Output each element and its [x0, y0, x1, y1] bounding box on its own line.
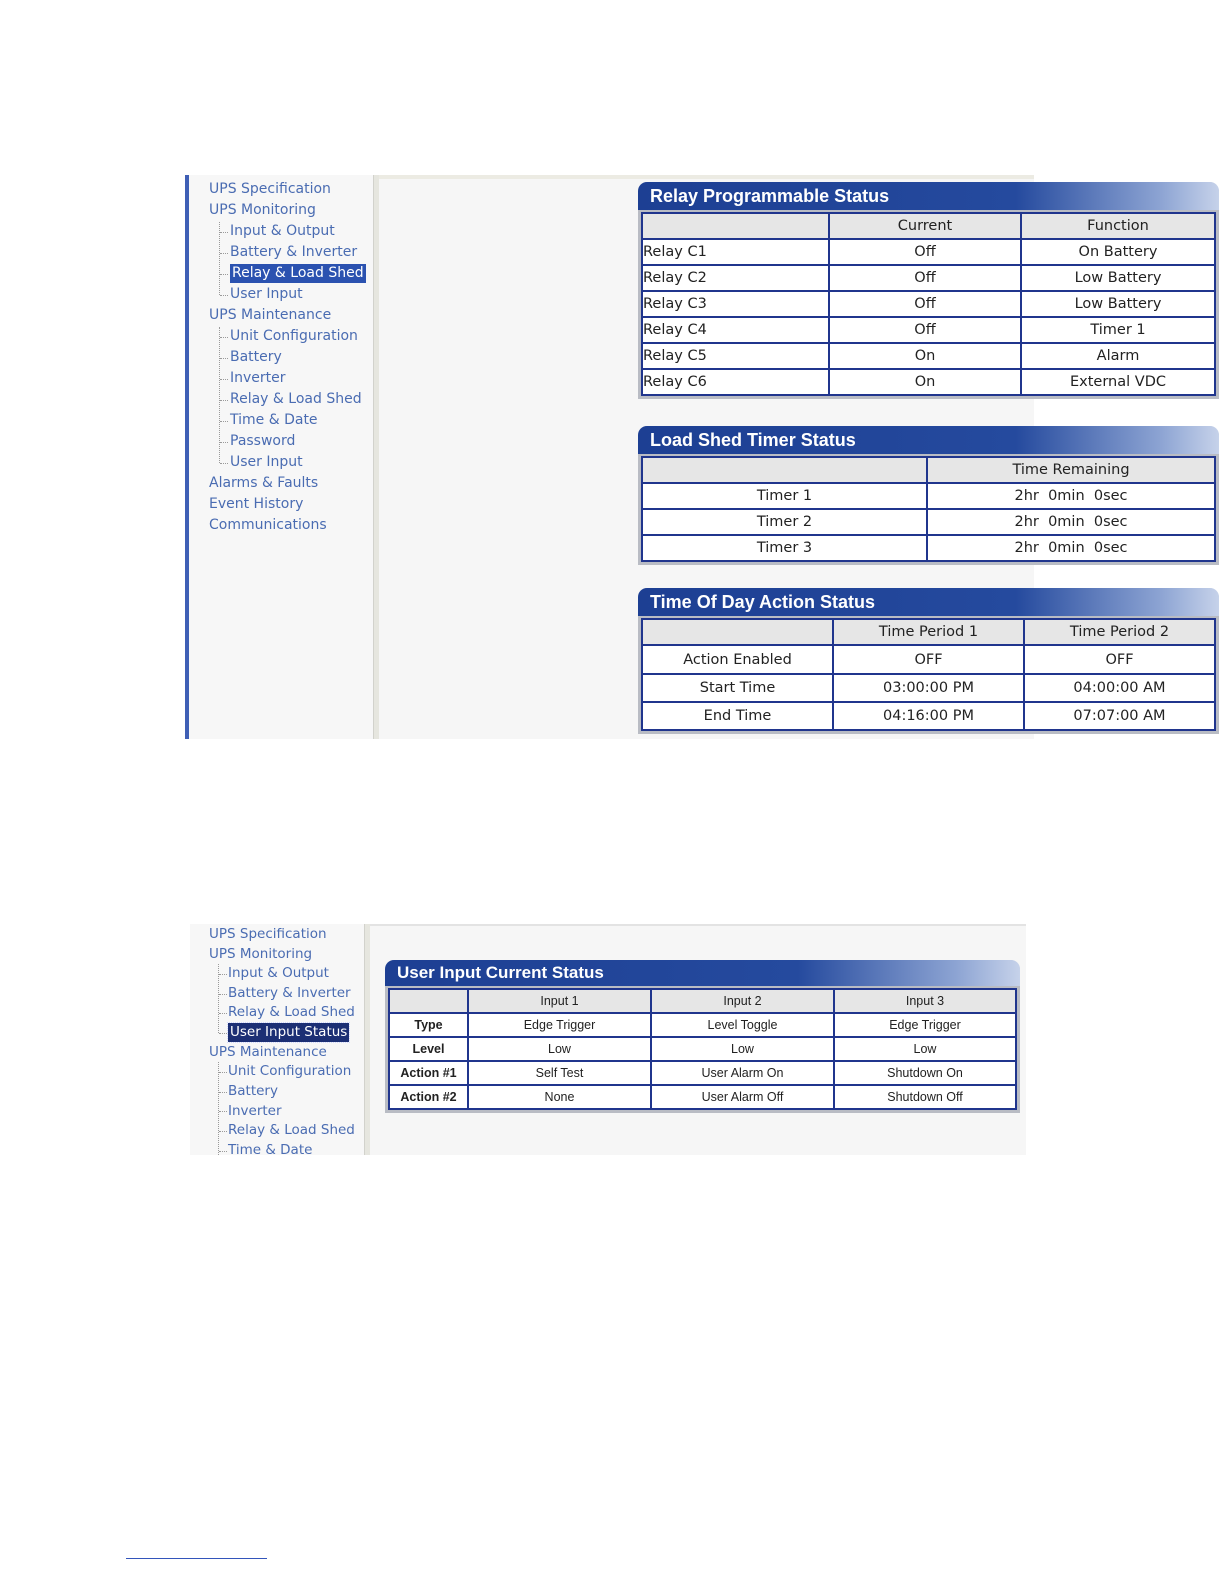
- user-input-current-status-panel: [385, 960, 1020, 1113]
- column-header-input-2: Input 2: [651, 990, 834, 1013]
- table-row: [643, 265, 1214, 291]
- nav-inverter[interactable]: Inverter: [230, 370, 286, 386]
- nav-ups-maintenance[interactable]: UPS Maintenance: [209, 1044, 327, 1060]
- table-row: [643, 702, 1214, 729]
- table-row: [643, 343, 1214, 369]
- period-2-value: 04:00:00 AM: [1024, 674, 1214, 702]
- nav-ups-monitoring[interactable]: UPS Monitoring: [209, 202, 316, 218]
- relay-function: Alarm: [1021, 343, 1214, 369]
- input-3-value: Shutdown Off: [834, 1085, 1015, 1108]
- nav-relay-load-shed-selected[interactable]: Relay & Load Shed: [232, 265, 364, 281]
- input-1-value: Low: [468, 1037, 651, 1061]
- table-row: [643, 291, 1214, 317]
- sidebar-nav: [185, 175, 377, 739]
- input-3-value: Edge Trigger: [834, 1013, 1015, 1037]
- nav-time-date[interactable]: Time & Date: [230, 412, 318, 428]
- relay-current: Off: [829, 317, 1021, 343]
- input-3-value: Shutdown On: [834, 1061, 1015, 1085]
- column-header-function: Function: [1021, 214, 1214, 239]
- column-header: [390, 990, 468, 1013]
- relay-name: Relay C4: [643, 317, 829, 343]
- column-header-period-2: Time Period 2: [1024, 620, 1214, 645]
- period-1-value: OFF: [833, 645, 1024, 674]
- timer-status-table: [643, 458, 1214, 560]
- nav-user-input-status-selected[interactable]: User Input Status: [230, 1024, 348, 1040]
- relay-current: Off: [829, 239, 1021, 265]
- relay-name: Relay C5: [643, 343, 829, 369]
- table-header-row: [643, 620, 1214, 645]
- row-label: Action Enabled: [643, 645, 833, 674]
- period-2-value: 07:07:00 AM: [1024, 702, 1214, 729]
- timer-remaining: 2hr 0min 0sec: [927, 509, 1214, 535]
- nav-event-history[interactable]: Event History: [209, 496, 304, 512]
- input-1-value: None: [468, 1085, 651, 1108]
- table-row: [643, 483, 1214, 509]
- row-label-level: Level: [390, 1037, 468, 1061]
- input-3-value: Low: [834, 1037, 1015, 1061]
- user-input-status-screenshot: [190, 924, 1026, 1158]
- table-row: [390, 1013, 1015, 1037]
- relay-programmable-status-panel: [638, 182, 1219, 399]
- relay-name: Relay C1: [643, 239, 829, 265]
- table-row: [643, 509, 1214, 535]
- table-row: [643, 535, 1214, 560]
- input-1-value: Edge Trigger: [468, 1013, 651, 1037]
- row-label: End Time: [643, 702, 833, 729]
- nav-time-date[interactable]: Time & Date: [228, 1142, 313, 1158]
- table-row: [390, 1037, 1015, 1061]
- row-label-type: Type: [390, 1013, 468, 1037]
- column-header-input-1: Input 1: [468, 990, 651, 1013]
- panel-title: Relay Programmable Status: [638, 182, 1219, 210]
- relay-current: On: [829, 369, 1021, 394]
- period-2-value: OFF: [1024, 645, 1214, 674]
- timer-name: Timer 1: [643, 483, 927, 509]
- panel-title: Time Of Day Action Status: [638, 588, 1219, 616]
- relay-current: On: [829, 343, 1021, 369]
- time-of-day-action-status-panel: [638, 588, 1219, 734]
- table-row: [643, 674, 1214, 702]
- input-2-value: Level Toggle: [651, 1013, 834, 1037]
- nav-relay-load-shed[interactable]: Relay & Load Shed: [228, 1004, 355, 1020]
- column-header-time-remaining: Time Remaining: [927, 458, 1214, 483]
- relay-function: On Battery: [1021, 239, 1214, 265]
- footnote-rule: [126, 1558, 267, 1559]
- nav-ups-maintenance[interactable]: UPS Maintenance: [209, 307, 332, 323]
- input-2-value: Low: [651, 1037, 834, 1061]
- nav-unit-configuration[interactable]: Unit Configuration: [228, 1063, 352, 1079]
- nav-maint-user-input[interactable]: User Input: [230, 454, 303, 470]
- row-label-action-2: Action #2: [390, 1085, 468, 1108]
- time-of-day-table: [643, 620, 1214, 729]
- relay-current: Off: [829, 291, 1021, 317]
- table-row: [390, 1061, 1015, 1085]
- table-header-row: [390, 990, 1015, 1013]
- input-1-value: Self Test: [468, 1061, 651, 1085]
- nav-ups-specification[interactable]: UPS Specification: [209, 926, 327, 942]
- relay-status-screenshot: [185, 175, 1170, 739]
- input-2-value: User Alarm Off: [651, 1085, 834, 1108]
- timer-remaining: 2hr 0min 0sec: [927, 483, 1214, 509]
- relay-current: Off: [829, 265, 1021, 291]
- input-2-value: User Alarm On: [651, 1061, 834, 1085]
- row-label-action-1: Action #1: [390, 1061, 468, 1085]
- timer-name: Timer 3: [643, 535, 927, 560]
- nav-battery-inverter[interactable]: Battery & Inverter: [228, 985, 351, 1001]
- nav-maint-relay-load-shed[interactable]: Relay & Load Shed: [230, 391, 362, 407]
- relay-function: Low Battery: [1021, 265, 1214, 291]
- relay-status-table: [643, 214, 1214, 394]
- nav-ups-monitoring[interactable]: UPS Monitoring: [209, 946, 313, 962]
- table-row: [643, 239, 1214, 265]
- nav-user-input[interactable]: User Input: [230, 286, 303, 302]
- relay-name: Relay C3: [643, 291, 829, 317]
- nav-password[interactable]: Password: [230, 433, 296, 449]
- table-row: [643, 645, 1214, 674]
- sidebar-nav: [190, 924, 364, 1158]
- table-header-row: [643, 214, 1214, 239]
- column-header: [643, 458, 927, 483]
- column-header-input-3: Input 3: [834, 990, 1015, 1013]
- column-header: [643, 620, 833, 645]
- table-header-row: [643, 458, 1214, 483]
- nav-alarms-faults[interactable]: Alarms & Faults: [209, 475, 319, 491]
- user-input-table: [390, 990, 1015, 1108]
- content-area: [379, 175, 1170, 739]
- nav-battery[interactable]: Battery: [228, 1083, 278, 1099]
- load-shed-timer-status-panel: [638, 426, 1219, 565]
- column-header: [643, 214, 829, 239]
- period-1-value: 04:16:00 PM: [833, 702, 1024, 729]
- timer-name: Timer 2: [643, 509, 927, 535]
- nav-communications[interactable]: Communications: [209, 517, 327, 533]
- nav-unit-configuration[interactable]: Unit Configuration: [230, 328, 358, 344]
- relay-function: Low Battery: [1021, 291, 1214, 317]
- nav-input-output[interactable]: Input & Output: [230, 223, 335, 239]
- nav-battery[interactable]: Battery: [230, 349, 282, 365]
- nav-inverter[interactable]: Inverter: [228, 1103, 282, 1119]
- timer-remaining: 2hr 0min 0sec: [927, 535, 1214, 560]
- nav-battery-inverter[interactable]: Battery & Inverter: [230, 244, 358, 260]
- nav-maint-relay-load-shed[interactable]: Relay & Load Shed: [228, 1122, 355, 1138]
- panel-title: User Input Current Status: [385, 960, 1020, 986]
- relay-name: Relay C6: [643, 369, 829, 394]
- period-1-value: 03:00:00 PM: [833, 674, 1024, 702]
- nav-input-output[interactable]: Input & Output: [228, 965, 329, 981]
- table-row: [643, 317, 1214, 343]
- panel-title: Load Shed Timer Status: [638, 426, 1219, 454]
- nav-ups-specification[interactable]: UPS Specification: [209, 181, 331, 197]
- row-label: Start Time: [643, 674, 833, 702]
- table-row: [390, 1085, 1015, 1108]
- relay-function: Timer 1: [1021, 317, 1214, 343]
- column-header-period-1: Time Period 1: [833, 620, 1024, 645]
- column-header-current: Current: [829, 214, 1021, 239]
- relay-name: Relay C2: [643, 265, 829, 291]
- table-row: [643, 369, 1214, 394]
- relay-function: External VDC: [1021, 369, 1214, 394]
